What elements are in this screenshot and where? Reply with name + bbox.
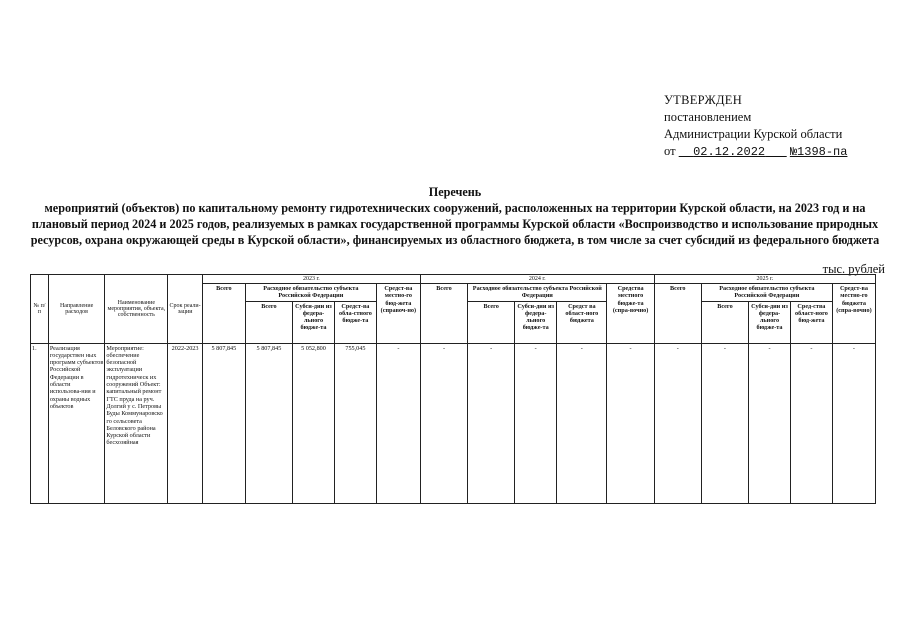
header-subtotal-2023: Всего	[245, 301, 292, 343]
cell-subsidy-2025: -	[749, 343, 791, 503]
approval-number: №1398-па	[789, 145, 848, 159]
header-total-2023: Всего	[202, 284, 245, 344]
approval-date-line	[664, 143, 884, 161]
cell-local-2025: -	[832, 343, 875, 503]
cell-direction: Реализация государствен ных программ субъектов Российской Федерации в области использова-ния и охраны водных объектов	[48, 343, 105, 503]
header-subtotal-2025: Всего	[701, 301, 748, 343]
header-local-2025: Средст-ва местно-го бюджета (спра-вочно)	[832, 284, 875, 344]
header-local-2023: Средст-ва местно-го бюд-жета (справоч-но)	[376, 284, 420, 344]
cell-subsidy-2024: -	[515, 343, 557, 503]
table-row	[31, 343, 876, 503]
cell-subtotal-2023: 5 807,845	[245, 343, 292, 503]
header-subtotal-2024: Всего	[468, 301, 515, 343]
approval-block	[664, 92, 884, 161]
approval-line2: постановлением	[664, 110, 752, 124]
cell-regional-2023: 755,045	[334, 343, 376, 503]
approval-date: 02.12.2022	[693, 145, 766, 159]
header-name: Наименование мероприятия, объекта, собственность	[105, 275, 168, 344]
approval-line3: Администрации Курской области	[664, 127, 843, 141]
measures-table	[30, 274, 876, 504]
header-subsidy-2024: Субси-дии из федера-льного бюдже-та	[515, 301, 557, 343]
document-title	[25, 184, 885, 248]
units-label: тыс. рублей	[822, 262, 885, 276]
approval-from: от	[664, 144, 676, 158]
cell-name: Мероприятие: обеспечение безопасной эксплуатации гидротехническ их сооружений Объект: капитальный ремонт ГТС пруда на руч. Долгий у с. Петровы Буды Коммунаровско го сельсовета Беловского района Курской области бесхозяйная	[105, 343, 168, 503]
approval-title: УТВЕРЖДЕН	[664, 93, 743, 107]
header-num: № п/п	[31, 275, 49, 344]
cell-term: 2022-2023	[168, 343, 203, 503]
cell-total-2025: -	[654, 343, 701, 503]
header-direction: Направление расходов	[48, 275, 105, 344]
cell-subtotal-2025: -	[701, 343, 748, 503]
cell-regional-2024: -	[557, 343, 607, 503]
header-total-2024: Всего	[420, 284, 467, 344]
header-term: Срок реали-зации	[168, 275, 203, 344]
cell-total-2023: 5 807,845	[202, 343, 245, 503]
cell-local-2024: -	[607, 343, 654, 503]
header-year-2023: 2023 г.	[202, 275, 420, 284]
header-obligation-2023: Расходное обязательство субъекта Российской Федерации	[245, 284, 376, 302]
cell-subtotal-2024: -	[468, 343, 515, 503]
header-total-2025: Всего	[654, 284, 701, 344]
cell-total-2024: -	[420, 343, 467, 503]
year-header-row	[31, 275, 876, 284]
cell-regional-2025: -	[790, 343, 832, 503]
header-regional-2025: Сред-ства област-ного бюд-жета	[790, 301, 832, 343]
cell-local-2023: -	[376, 343, 420, 503]
header-local-2024: Средства местного бюдже-та (спра-вочно)	[607, 284, 654, 344]
header-year-2024: 2024 г.	[420, 275, 654, 284]
header-obligation-2025: Расходное обязательство субъекта Российской Федерации	[701, 284, 832, 302]
header-obligation-2024: Расходное обязательство субъекта Российской Федерации	[468, 284, 607, 302]
title-heading: Перечень	[428, 185, 482, 199]
header-subsidy-2023: Субси-дии из федера-льного бюдже-та	[293, 301, 335, 343]
title-body: мероприятий (объектов) по капитальному ремонту гидротехнических сооружений, расположенных на территории Курской области, на 2023 год и на плановый период 2024 и 2025 годов, реализуемых в рамках государственной программы Курской области «Воспроизводство и использование природных ресурсов, охрана окружающей среды в Курской области», финансируемых из областного бюджета, в том числе за счет субсидий из федерального бюджета	[30, 201, 880, 247]
cell-subsidy-2023: 5 052,800	[293, 343, 335, 503]
cell-num: 1.	[31, 343, 49, 503]
header-subsidy-2025: Субси-дии из федера-льного бюдже-та	[749, 301, 791, 343]
header-regional-2023: Средст-ва обла-стного бюдже-та	[334, 301, 376, 343]
header-regional-2024: Средст ва област-ного бюджета	[557, 301, 607, 343]
header-year-2025: 2025 г.	[654, 275, 875, 284]
